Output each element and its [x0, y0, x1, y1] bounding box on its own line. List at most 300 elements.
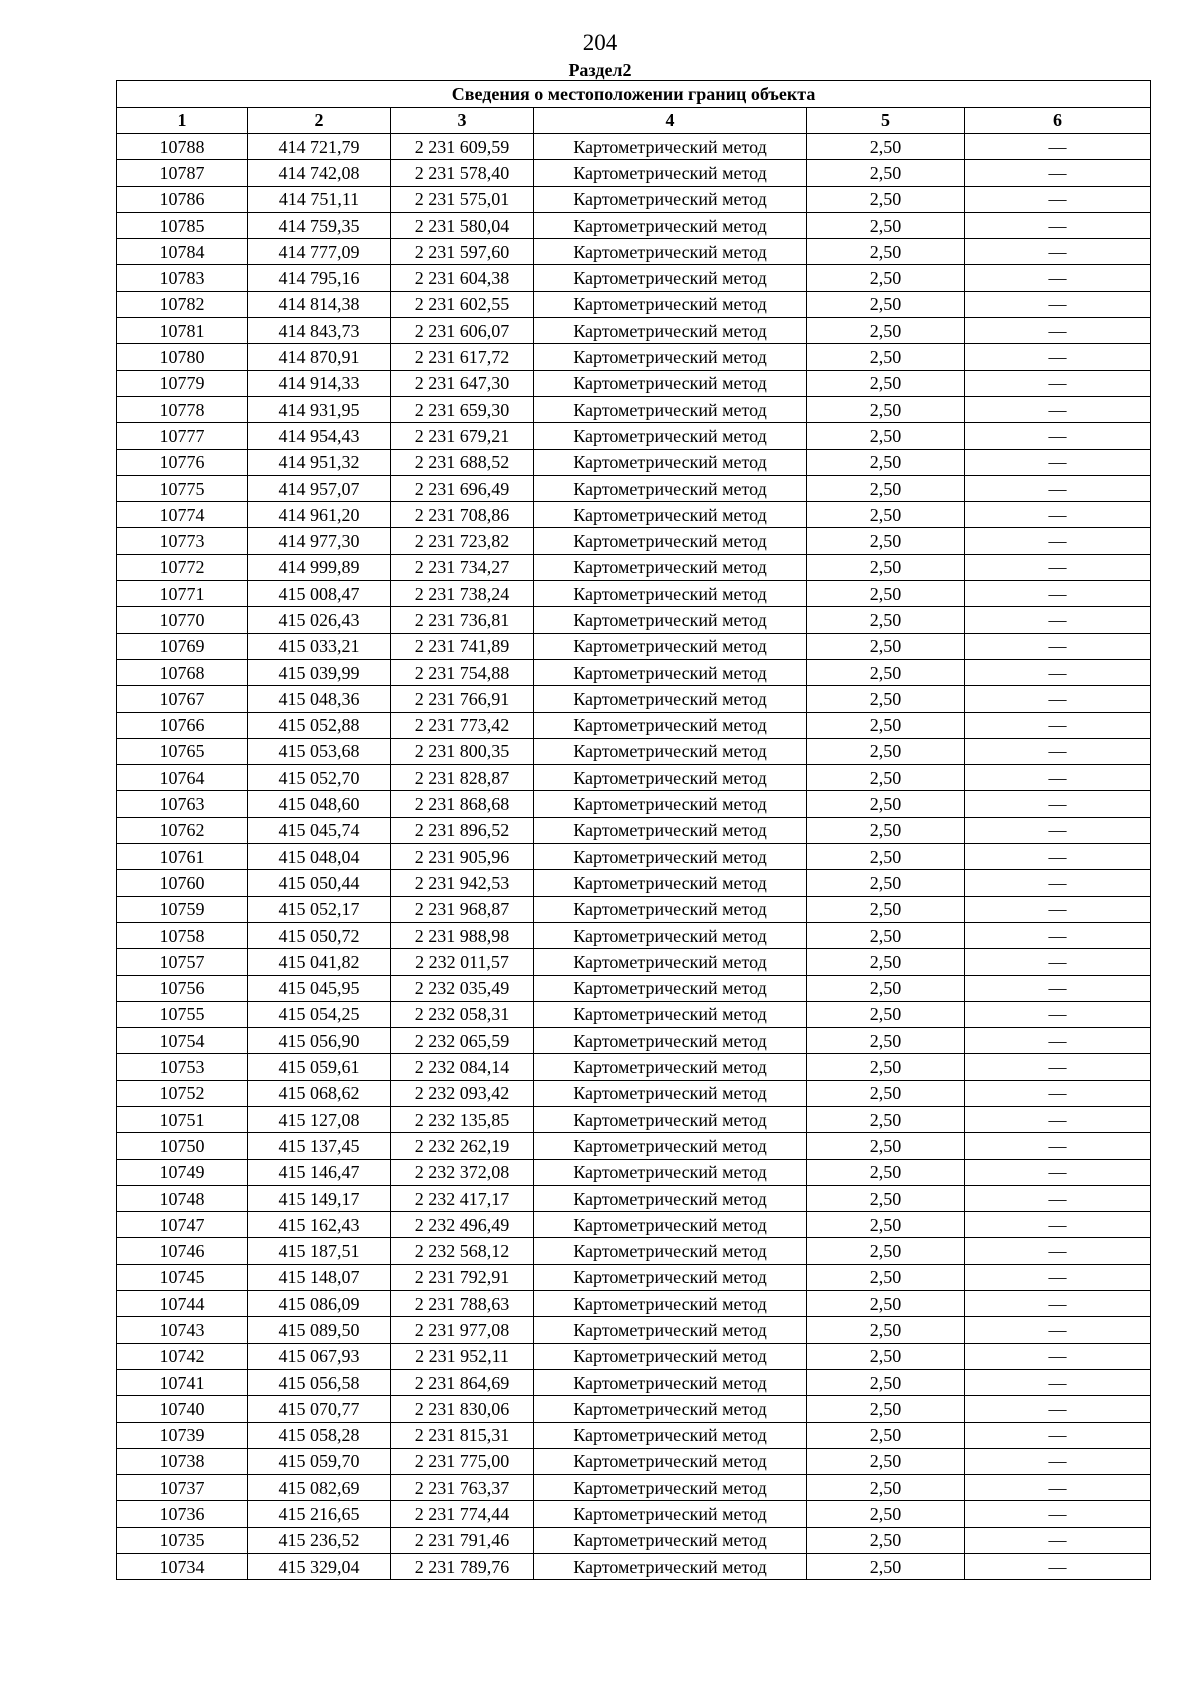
table-row: [117, 265, 1151, 291]
y-coordinate-cell: 2 231 896,52: [391, 817, 534, 843]
method-cell: Картометрический метод: [534, 1317, 807, 1343]
description-cell: —: [965, 1080, 1151, 1106]
method-cell: Картометрический метод: [534, 1422, 807, 1448]
table-row: [117, 922, 1151, 948]
table-row: [117, 765, 1151, 791]
table-row: [117, 475, 1151, 501]
y-coordinate-cell: 2 231 659,30: [391, 396, 534, 422]
point-number-cell: 10758: [117, 922, 248, 948]
description-cell: —: [965, 1343, 1151, 1369]
accuracy-cell: 2,50: [807, 633, 965, 659]
description-cell: —: [965, 659, 1151, 685]
description-cell: —: [965, 134, 1151, 160]
accuracy-cell: 2,50: [807, 1422, 965, 1448]
table-row: [117, 1264, 1151, 1290]
table-row: [117, 844, 1151, 870]
table-row: [117, 1475, 1151, 1501]
x-coordinate-cell: 415 039,99: [248, 659, 391, 685]
column-number: 1: [117, 108, 248, 134]
description-cell: —: [965, 344, 1151, 370]
accuracy-cell: 2,50: [807, 765, 965, 791]
table-row: [117, 607, 1151, 633]
point-number-cell: 10781: [117, 318, 248, 344]
method-cell: Картометрический метод: [534, 1133, 807, 1159]
point-number-cell: 10736: [117, 1501, 248, 1527]
x-coordinate-cell: 415 045,95: [248, 975, 391, 1001]
method-cell: Картометрический метод: [534, 607, 807, 633]
accuracy-cell: 2,50: [807, 659, 965, 685]
table-row: [117, 134, 1151, 160]
section-title: Раздел2: [568, 60, 632, 80]
y-coordinate-cell: 2 231 688,52: [391, 449, 534, 475]
y-coordinate-cell: 2 231 597,60: [391, 239, 534, 265]
table-row: [117, 791, 1151, 817]
description-cell: —: [965, 1185, 1151, 1211]
accuracy-cell: 2,50: [807, 712, 965, 738]
method-cell: Картометрический метод: [534, 1448, 807, 1474]
y-coordinate-cell: 2 232 372,08: [391, 1159, 534, 1185]
point-number-cell: 10780: [117, 344, 248, 370]
y-coordinate-cell: 2 231 952,11: [391, 1343, 534, 1369]
description-cell: —: [965, 949, 1151, 975]
description-cell: —: [965, 896, 1151, 922]
x-coordinate-cell: 415 050,72: [248, 922, 391, 948]
x-coordinate-cell: 414 914,33: [248, 370, 391, 396]
method-cell: Картометрический метод: [534, 1369, 807, 1395]
method-cell: Картометрический метод: [534, 1264, 807, 1290]
accuracy-cell: 2,50: [807, 1054, 965, 1080]
description-cell: —: [965, 265, 1151, 291]
y-coordinate-cell: 2 231 789,76: [391, 1554, 534, 1580]
column-number: 4: [534, 108, 807, 134]
y-coordinate-cell: 2 231 734,27: [391, 554, 534, 580]
method-cell: Картометрический метод: [534, 581, 807, 607]
method-cell: Картометрический метод: [534, 870, 807, 896]
x-coordinate-cell: 414 721,79: [248, 134, 391, 160]
accuracy-cell: 2,50: [807, 1317, 965, 1343]
x-coordinate-cell: 415 162,43: [248, 1212, 391, 1238]
x-coordinate-cell: 415 086,09: [248, 1291, 391, 1317]
method-cell: Картометрический метод: [534, 186, 807, 212]
y-coordinate-cell: 2 231 679,21: [391, 423, 534, 449]
point-number-cell: 10752: [117, 1080, 248, 1106]
point-number-cell: 10742: [117, 1343, 248, 1369]
method-cell: Картометрический метод: [534, 1501, 807, 1527]
point-number-cell: 10760: [117, 870, 248, 896]
point-number-cell: 10750: [117, 1133, 248, 1159]
method-cell: Картометрический метод: [534, 554, 807, 580]
method-cell: Картометрический метод: [534, 1396, 807, 1422]
description-cell: —: [965, 186, 1151, 212]
method-cell: Картометрический метод: [534, 1080, 807, 1106]
description-cell: —: [965, 1054, 1151, 1080]
description-cell: —: [965, 686, 1151, 712]
accuracy-cell: 2,50: [807, 607, 965, 633]
point-number-cell: 10746: [117, 1238, 248, 1264]
x-coordinate-cell: 415 216,65: [248, 1501, 391, 1527]
table-row: [117, 1317, 1151, 1343]
y-coordinate-cell: 2 231 830,06: [391, 1396, 534, 1422]
description-cell: —: [965, 239, 1151, 265]
point-number-cell: 10764: [117, 765, 248, 791]
column-number: 5: [807, 108, 965, 134]
point-number-cell: 10734: [117, 1554, 248, 1580]
x-coordinate-cell: 415 045,74: [248, 817, 391, 843]
method-cell: Картометрический метод: [534, 1291, 807, 1317]
table-row: [117, 738, 1151, 764]
point-number-cell: 10775: [117, 475, 248, 501]
table-row: [117, 659, 1151, 685]
description-cell: —: [965, 396, 1151, 422]
y-coordinate-cell: 2 231 988,98: [391, 922, 534, 948]
description-cell: —: [965, 712, 1151, 738]
y-coordinate-cell: 2 232 065,59: [391, 1028, 534, 1054]
accuracy-cell: 2,50: [807, 870, 965, 896]
description-cell: —: [965, 423, 1151, 449]
table-row: [117, 370, 1151, 396]
accuracy-cell: 2,50: [807, 265, 965, 291]
point-number-cell: 10738: [117, 1448, 248, 1474]
description-cell: —: [965, 844, 1151, 870]
y-coordinate-cell: 2 232 084,14: [391, 1054, 534, 1080]
accuracy-cell: 2,50: [807, 554, 965, 580]
x-coordinate-cell: 415 050,44: [248, 870, 391, 896]
accuracy-cell: 2,50: [807, 1159, 965, 1185]
table-row: [117, 554, 1151, 580]
x-coordinate-cell: 414 777,09: [248, 239, 391, 265]
y-coordinate-cell: 2 231 905,96: [391, 844, 534, 870]
method-cell: Картометрический метод: [534, 1475, 807, 1501]
description-cell: —: [965, 449, 1151, 475]
column-number: 2: [248, 108, 391, 134]
y-coordinate-cell: 2 231 968,87: [391, 896, 534, 922]
accuracy-cell: 2,50: [807, 291, 965, 317]
method-cell: Картометрический метод: [534, 738, 807, 764]
accuracy-cell: 2,50: [807, 791, 965, 817]
accuracy-cell: 2,50: [807, 1106, 965, 1132]
method-cell: Картометрический метод: [534, 212, 807, 238]
point-number-cell: 10777: [117, 423, 248, 449]
table-row: [117, 817, 1151, 843]
accuracy-cell: 2,50: [807, 1212, 965, 1238]
method-cell: Картометрический метод: [534, 659, 807, 685]
y-coordinate-cell: 2 231 815,31: [391, 1422, 534, 1448]
description-cell: —: [965, 475, 1151, 501]
accuracy-cell: 2,50: [807, 738, 965, 764]
x-coordinate-cell: 415 089,50: [248, 1317, 391, 1343]
table-row: [117, 1369, 1151, 1395]
point-number-cell: 10782: [117, 291, 248, 317]
description-cell: —: [965, 1264, 1151, 1290]
method-cell: Картометрический метод: [534, 1554, 807, 1580]
method-cell: Картометрический метод: [534, 975, 807, 1001]
x-coordinate-cell: 415 052,88: [248, 712, 391, 738]
x-coordinate-cell: 414 870,91: [248, 344, 391, 370]
description-cell: —: [965, 1396, 1151, 1422]
method-cell: Картометрический метод: [534, 134, 807, 160]
point-number-cell: 10749: [117, 1159, 248, 1185]
description-cell: —: [965, 318, 1151, 344]
table-row: [117, 1422, 1151, 1448]
method-cell: Картометрический метод: [534, 1054, 807, 1080]
description-cell: —: [965, 1212, 1151, 1238]
method-cell: Картометрический метод: [534, 896, 807, 922]
y-coordinate-cell: 2 231 708,86: [391, 502, 534, 528]
point-number-cell: 10751: [117, 1106, 248, 1132]
y-coordinate-cell: 2 231 604,38: [391, 265, 534, 291]
method-cell: Картометрический метод: [534, 1185, 807, 1211]
point-number-cell: 10767: [117, 686, 248, 712]
table-row: [117, 1291, 1151, 1317]
table-row: [117, 344, 1151, 370]
method-cell: Картометрический метод: [534, 318, 807, 344]
point-number-cell: 10768: [117, 659, 248, 685]
accuracy-cell: 2,50: [807, 1475, 965, 1501]
y-coordinate-cell: 2 231 606,07: [391, 318, 534, 344]
x-coordinate-cell: 415 137,45: [248, 1133, 391, 1159]
method-cell: Картометрический метод: [534, 1212, 807, 1238]
x-coordinate-cell: 415 048,36: [248, 686, 391, 712]
x-coordinate-cell: 414 954,43: [248, 423, 391, 449]
description-cell: —: [965, 1106, 1151, 1132]
description-cell: —: [965, 581, 1151, 607]
x-coordinate-cell: 415 041,82: [248, 949, 391, 975]
point-number-cell: 10778: [117, 396, 248, 422]
table-row: [117, 1001, 1151, 1027]
accuracy-cell: 2,50: [807, 344, 965, 370]
method-cell: Картометрический метод: [534, 1159, 807, 1185]
x-coordinate-cell: 415 048,04: [248, 844, 391, 870]
point-number-cell: 10779: [117, 370, 248, 396]
description-cell: —: [965, 291, 1151, 317]
y-coordinate-cell: 2 232 568,12: [391, 1238, 534, 1264]
description-cell: —: [965, 160, 1151, 186]
accuracy-cell: 2,50: [807, 318, 965, 344]
description-cell: —: [965, 922, 1151, 948]
point-number-cell: 10774: [117, 502, 248, 528]
table-row: [117, 686, 1151, 712]
x-coordinate-cell: 415 052,70: [248, 765, 391, 791]
table-row: [117, 1133, 1151, 1159]
point-number-cell: 10771: [117, 581, 248, 607]
x-coordinate-cell: 415 329,04: [248, 1554, 391, 1580]
method-cell: Картометрический метод: [534, 344, 807, 370]
description-cell: —: [965, 1133, 1151, 1159]
method-cell: Картометрический метод: [534, 1343, 807, 1369]
table-row: [117, 1527, 1151, 1553]
description-cell: —: [965, 633, 1151, 659]
description-cell: —: [965, 1001, 1151, 1027]
table-row: [117, 870, 1151, 896]
accuracy-cell: 2,50: [807, 502, 965, 528]
accuracy-cell: 2,50: [807, 134, 965, 160]
point-number-cell: 10762: [117, 817, 248, 843]
x-coordinate-cell: 414 957,07: [248, 475, 391, 501]
method-cell: Картометрический метод: [534, 239, 807, 265]
y-coordinate-cell: 2 232 496,49: [391, 1212, 534, 1238]
x-coordinate-cell: 414 814,38: [248, 291, 391, 317]
y-coordinate-cell: 2 231 738,24: [391, 581, 534, 607]
x-coordinate-cell: 415 056,58: [248, 1369, 391, 1395]
point-number-cell: 10756: [117, 975, 248, 1001]
method-cell: Картометрический метод: [534, 475, 807, 501]
description-cell: —: [965, 1527, 1151, 1553]
accuracy-cell: 2,50: [807, 896, 965, 922]
x-coordinate-cell: 414 977,30: [248, 528, 391, 554]
table-row: [117, 1501, 1151, 1527]
description-cell: —: [965, 502, 1151, 528]
description-cell: —: [965, 1501, 1151, 1527]
point-number-cell: 10785: [117, 212, 248, 238]
accuracy-cell: 2,50: [807, 1396, 965, 1422]
x-coordinate-cell: 415 067,93: [248, 1343, 391, 1369]
x-coordinate-cell: 414 931,95: [248, 396, 391, 422]
accuracy-cell: 2,50: [807, 1343, 965, 1369]
table-row: [117, 633, 1151, 659]
method-cell: Картометрический метод: [534, 922, 807, 948]
y-coordinate-cell: 2 231 578,40: [391, 160, 534, 186]
x-coordinate-cell: 415 068,62: [248, 1080, 391, 1106]
table-caption-row: [117, 81, 1151, 108]
x-coordinate-cell: 415 008,47: [248, 581, 391, 607]
x-coordinate-cell: 414 999,89: [248, 554, 391, 580]
x-coordinate-cell: 415 058,28: [248, 1422, 391, 1448]
x-coordinate-cell: 415 033,21: [248, 633, 391, 659]
y-coordinate-cell: 2 232 417,17: [391, 1185, 534, 1211]
y-coordinate-cell: 2 231 736,81: [391, 607, 534, 633]
table-row: [117, 949, 1151, 975]
table-row: [117, 896, 1151, 922]
table-row: [117, 160, 1151, 186]
accuracy-cell: 2,50: [807, 581, 965, 607]
point-number-cell: 10737: [117, 1475, 248, 1501]
description-cell: —: [965, 370, 1151, 396]
method-cell: Картометрический метод: [534, 370, 807, 396]
point-number-cell: 10784: [117, 239, 248, 265]
x-coordinate-cell: 414 961,20: [248, 502, 391, 528]
y-coordinate-cell: 2 232 011,57: [391, 949, 534, 975]
accuracy-cell: 2,50: [807, 160, 965, 186]
description-cell: —: [965, 1422, 1151, 1448]
y-coordinate-cell: 2 231 763,37: [391, 1475, 534, 1501]
table-row: [117, 449, 1151, 475]
table-row: [117, 581, 1151, 607]
accuracy-cell: 2,50: [807, 686, 965, 712]
y-coordinate-cell: 2 231 868,68: [391, 791, 534, 817]
page-number: 204: [582, 30, 618, 55]
x-coordinate-cell: 414 951,32: [248, 449, 391, 475]
point-number-cell: 10754: [117, 1028, 248, 1054]
method-cell: Картометрический метод: [534, 1106, 807, 1132]
accuracy-cell: 2,50: [807, 1185, 965, 1211]
description-cell: —: [965, 1238, 1151, 1264]
method-cell: Картометрический метод: [534, 291, 807, 317]
method-cell: Картометрический метод: [534, 1028, 807, 1054]
y-coordinate-cell: 2 231 942,53: [391, 870, 534, 896]
accuracy-cell: 2,50: [807, 922, 965, 948]
method-cell: Картометрический метод: [534, 949, 807, 975]
accuracy-cell: 2,50: [807, 1527, 965, 1553]
point-number-cell: 10787: [117, 160, 248, 186]
table-row: [117, 212, 1151, 238]
accuracy-cell: 2,50: [807, 423, 965, 449]
point-number-cell: 10740: [117, 1396, 248, 1422]
point-number-cell: 10763: [117, 791, 248, 817]
accuracy-cell: 2,50: [807, 1291, 965, 1317]
table-row: [117, 1080, 1151, 1106]
accuracy-cell: 2,50: [807, 186, 965, 212]
table-row: [117, 396, 1151, 422]
point-number-cell: 10769: [117, 633, 248, 659]
table-row: [117, 423, 1151, 449]
x-coordinate-cell: 415 059,70: [248, 1448, 391, 1474]
y-coordinate-cell: 2 232 058,31: [391, 1001, 534, 1027]
x-coordinate-cell: 415 026,43: [248, 607, 391, 633]
coordinates-table: [116, 80, 1151, 1580]
table-caption: Сведения о местоположении границ объекта: [117, 81, 1151, 108]
accuracy-cell: 2,50: [807, 370, 965, 396]
table-row: [117, 239, 1151, 265]
table-row: [117, 1159, 1151, 1185]
y-coordinate-cell: 2 232 262,19: [391, 1133, 534, 1159]
accuracy-cell: 2,50: [807, 1501, 965, 1527]
point-number-cell: 10743: [117, 1317, 248, 1343]
y-coordinate-cell: 2 231 647,30: [391, 370, 534, 396]
point-number-cell: 10747: [117, 1212, 248, 1238]
description-cell: —: [965, 765, 1151, 791]
y-coordinate-cell: 2 231 575,01: [391, 186, 534, 212]
y-coordinate-cell: 2 231 766,91: [391, 686, 534, 712]
description-cell: —: [965, 1028, 1151, 1054]
table-row: [117, 528, 1151, 554]
x-coordinate-cell: 415 146,47: [248, 1159, 391, 1185]
method-cell: Картометрический метод: [534, 1527, 807, 1553]
description-cell: —: [965, 554, 1151, 580]
y-coordinate-cell: 2 231 754,88: [391, 659, 534, 685]
table-row: [117, 1028, 1151, 1054]
table-row: [117, 1212, 1151, 1238]
y-coordinate-cell: 2 231 617,72: [391, 344, 534, 370]
column-number: 3: [391, 108, 534, 134]
y-coordinate-cell: 2 231 800,35: [391, 738, 534, 764]
table-row: [117, 1343, 1151, 1369]
description-cell: —: [965, 1475, 1151, 1501]
accuracy-cell: 2,50: [807, 449, 965, 475]
accuracy-cell: 2,50: [807, 212, 965, 238]
method-cell: Картометрический метод: [534, 633, 807, 659]
point-number-cell: 10783: [117, 265, 248, 291]
table-row: [117, 1185, 1151, 1211]
point-number-cell: 10772: [117, 554, 248, 580]
method-cell: Картометрический метод: [534, 396, 807, 422]
method-cell: Картометрический метод: [534, 160, 807, 186]
accuracy-cell: 2,50: [807, 817, 965, 843]
method-cell: Картометрический метод: [534, 765, 807, 791]
accuracy-cell: 2,50: [807, 975, 965, 1001]
table-body: [117, 134, 1151, 1580]
point-number-cell: 10741: [117, 1369, 248, 1395]
point-number-cell: 10735: [117, 1527, 248, 1553]
accuracy-cell: 2,50: [807, 1554, 965, 1580]
method-cell: Картометрический метод: [534, 712, 807, 738]
x-coordinate-cell: 415 059,61: [248, 1054, 391, 1080]
x-coordinate-cell: 415 053,68: [248, 738, 391, 764]
x-coordinate-cell: 415 048,60: [248, 791, 391, 817]
accuracy-cell: 2,50: [807, 1238, 965, 1264]
method-cell: Картометрический метод: [534, 1238, 807, 1264]
point-number-cell: 10776: [117, 449, 248, 475]
y-coordinate-cell: 2 231 864,69: [391, 1369, 534, 1395]
